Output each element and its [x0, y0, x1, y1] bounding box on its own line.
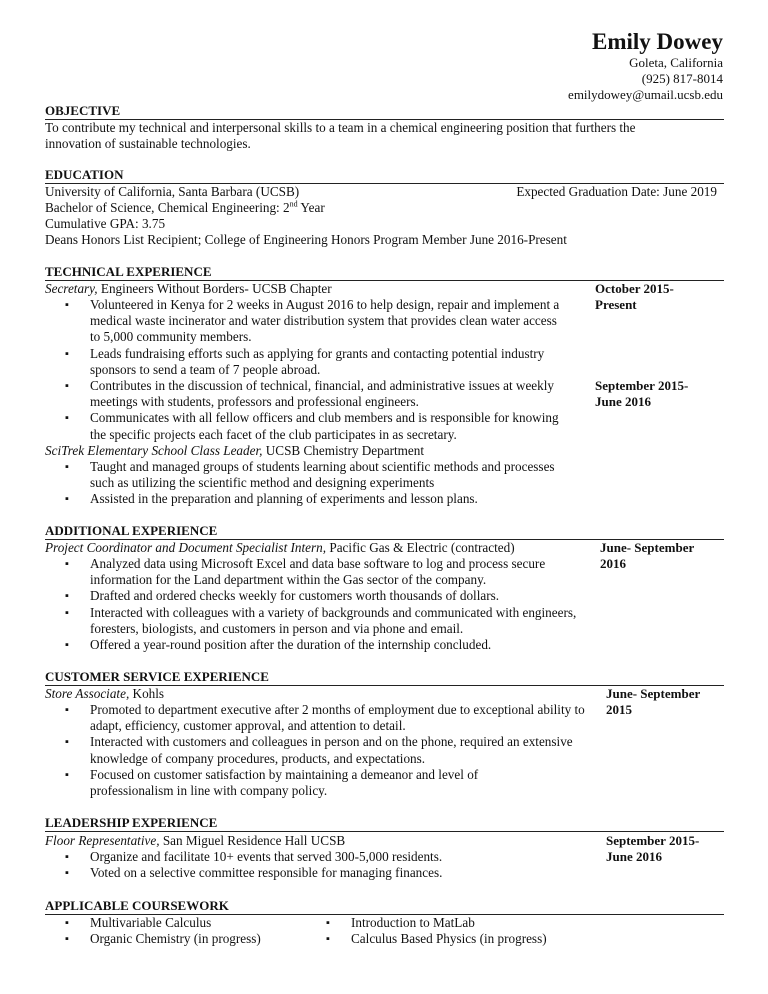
bullet-item: ▪ Offered a year-round position after the duration of the internship concluded. [45, 637, 590, 653]
bullet-list [45, 556, 590, 653]
bullet-item: ▪ Communicates with all fellow officers and club members and is responsible for knowing the specific projects each facet of the club participates in as secretary. [45, 410, 570, 442]
course-item: ▪ Introduction to MatLab [306, 915, 547, 931]
bullet-list [45, 297, 590, 443]
degree: Bachelor of Science, Chemical Engineering: 2nd Year [45, 199, 325, 215]
bullet-item: ▪ Analyzed data using Microsoft Excel and data base software to log and process secure information for the Land department within the Gas sector of the company. [45, 556, 590, 588]
bullet-item: ▪ Assisted in the preparation and planning of experiments and lesson plans. [45, 491, 590, 507]
role-title: Floor Representative, San Miguel Residence Hall UCSB [45, 833, 346, 848]
role-title: Store Associate, Kohls [45, 686, 165, 701]
course-item: ▪ Multivariable Calculus [45, 915, 261, 931]
bullet-item: ▪ Organize and facilitate 10+ events that served 300-5,000 residents. [45, 849, 590, 865]
bullet-item: ▪ Drafted and ordered checks weekly for customers worth thousands of dollars. [45, 588, 590, 604]
coursework-column-2 [306, 915, 547, 947]
bullet-item: ▪ Interacted with customers and colleagues in person and on the phone, required an extensive knowledge of company procedures, products, and expectations. [45, 734, 590, 766]
bullet-item: ▪ Leads fundraising efforts such as applying for grants and contacting potential industry sponsors to send a team of 7 people abroad. [45, 346, 560, 378]
honors: Deans Honors List Recipient; College of Engineering Honors Program Member June 2016-Present [45, 232, 567, 247]
email-address: emilydowey@umail.ucsb.edu [568, 87, 723, 102]
location: Goleta, California [629, 55, 723, 70]
bullet-item: ▪ Voted on a selective committee responsible for managing finances. [45, 865, 590, 881]
course-item: ▪ Calculus Based Physics (in progress) [306, 931, 547, 947]
technical-heading: TECHNICAL EXPERIENCE [45, 265, 724, 281]
objective-heading: OBJECTIVE [45, 104, 724, 120]
role-title: Secretary, Engineers Without Borders- UCSB Chapter [45, 281, 332, 296]
gpa: Cumulative GPA: 3.75 [45, 216, 166, 231]
coursework-heading: APPLICABLE COURSEWORK [45, 899, 724, 915]
bullet-list [45, 702, 590, 799]
education-heading: EDUCATION [45, 168, 724, 184]
bullet-item: ▪ Promoted to department executive after 2 months of employment due to exceptional ability to adapt, efficiency, customer approval, and attention to detail. [45, 702, 590, 734]
course-item: ▪ Organic Chemistry (in progress) [45, 931, 261, 947]
bullet-item: ▪ Interacted with colleagues with a variety of backgrounds and communicated with engineers, foresters, biologists, and customers in person and via phone and email. [45, 605, 590, 637]
coursework-column-1 [45, 915, 261, 947]
leadership-heading: LEADERSHIP EXPERIENCE [45, 816, 724, 832]
additional-heading: ADDITIONAL EXPERIENCE [45, 524, 724, 540]
bullet-item: ▪ Volunteered in Kenya for 2 weeks in August 2016 to help design, repair and implement a medical waste incinerator and water distribution system that provides clean water access to 5,000 community members. [45, 297, 560, 346]
graduation-date: Expected Graduation Date: June 2019 [516, 184, 717, 199]
role-date: June- September 2015 [606, 686, 701, 717]
applicant-name: Emily Dowey [592, 29, 723, 54]
role-title: Project Coordinator and Document Specialist Intern, Pacific Gas & Electric (contracted) [45, 540, 515, 555]
bullet-item: ▪ Contributes in the discussion of technical, financial, and administrative issues at weekly meetings with students, professors and professional engineers. [45, 378, 570, 410]
objective-line-1: To contribute my technical and interpersonal skills to a team in a chemical engineering position that furthers the [45, 120, 636, 135]
bullet-list [45, 849, 590, 881]
bullet-item: ▪ Focused on customer satisfaction by maintaining a demeanor and level of professionalism in line with company policy. [45, 767, 550, 799]
role-date: June- September 2016 [600, 540, 695, 571]
phone-number: (925) 817-8014 [641, 71, 723, 86]
role-date: September 2015- June 2016 [606, 833, 700, 864]
bullet-item: ▪ Taught and managed groups of students learning about scientific methods and processes such as utilizing the scientific method and designing experiments [45, 459, 560, 491]
role-date: September 2015- June 2016 [595, 378, 689, 409]
role-date: October 2015- Present [595, 281, 674, 312]
school-name: University of California, Santa Barbara (UCSB) [45, 184, 300, 199]
objective-line-2: innovation of sustainable technologies. [45, 136, 251, 151]
customer-heading: CUSTOMER SERVICE EXPERIENCE [45, 670, 724, 686]
role-title: SciTrek Elementary School Class Leader, UCSB Chemistry Department [45, 443, 424, 458]
bullet-list [45, 459, 590, 508]
